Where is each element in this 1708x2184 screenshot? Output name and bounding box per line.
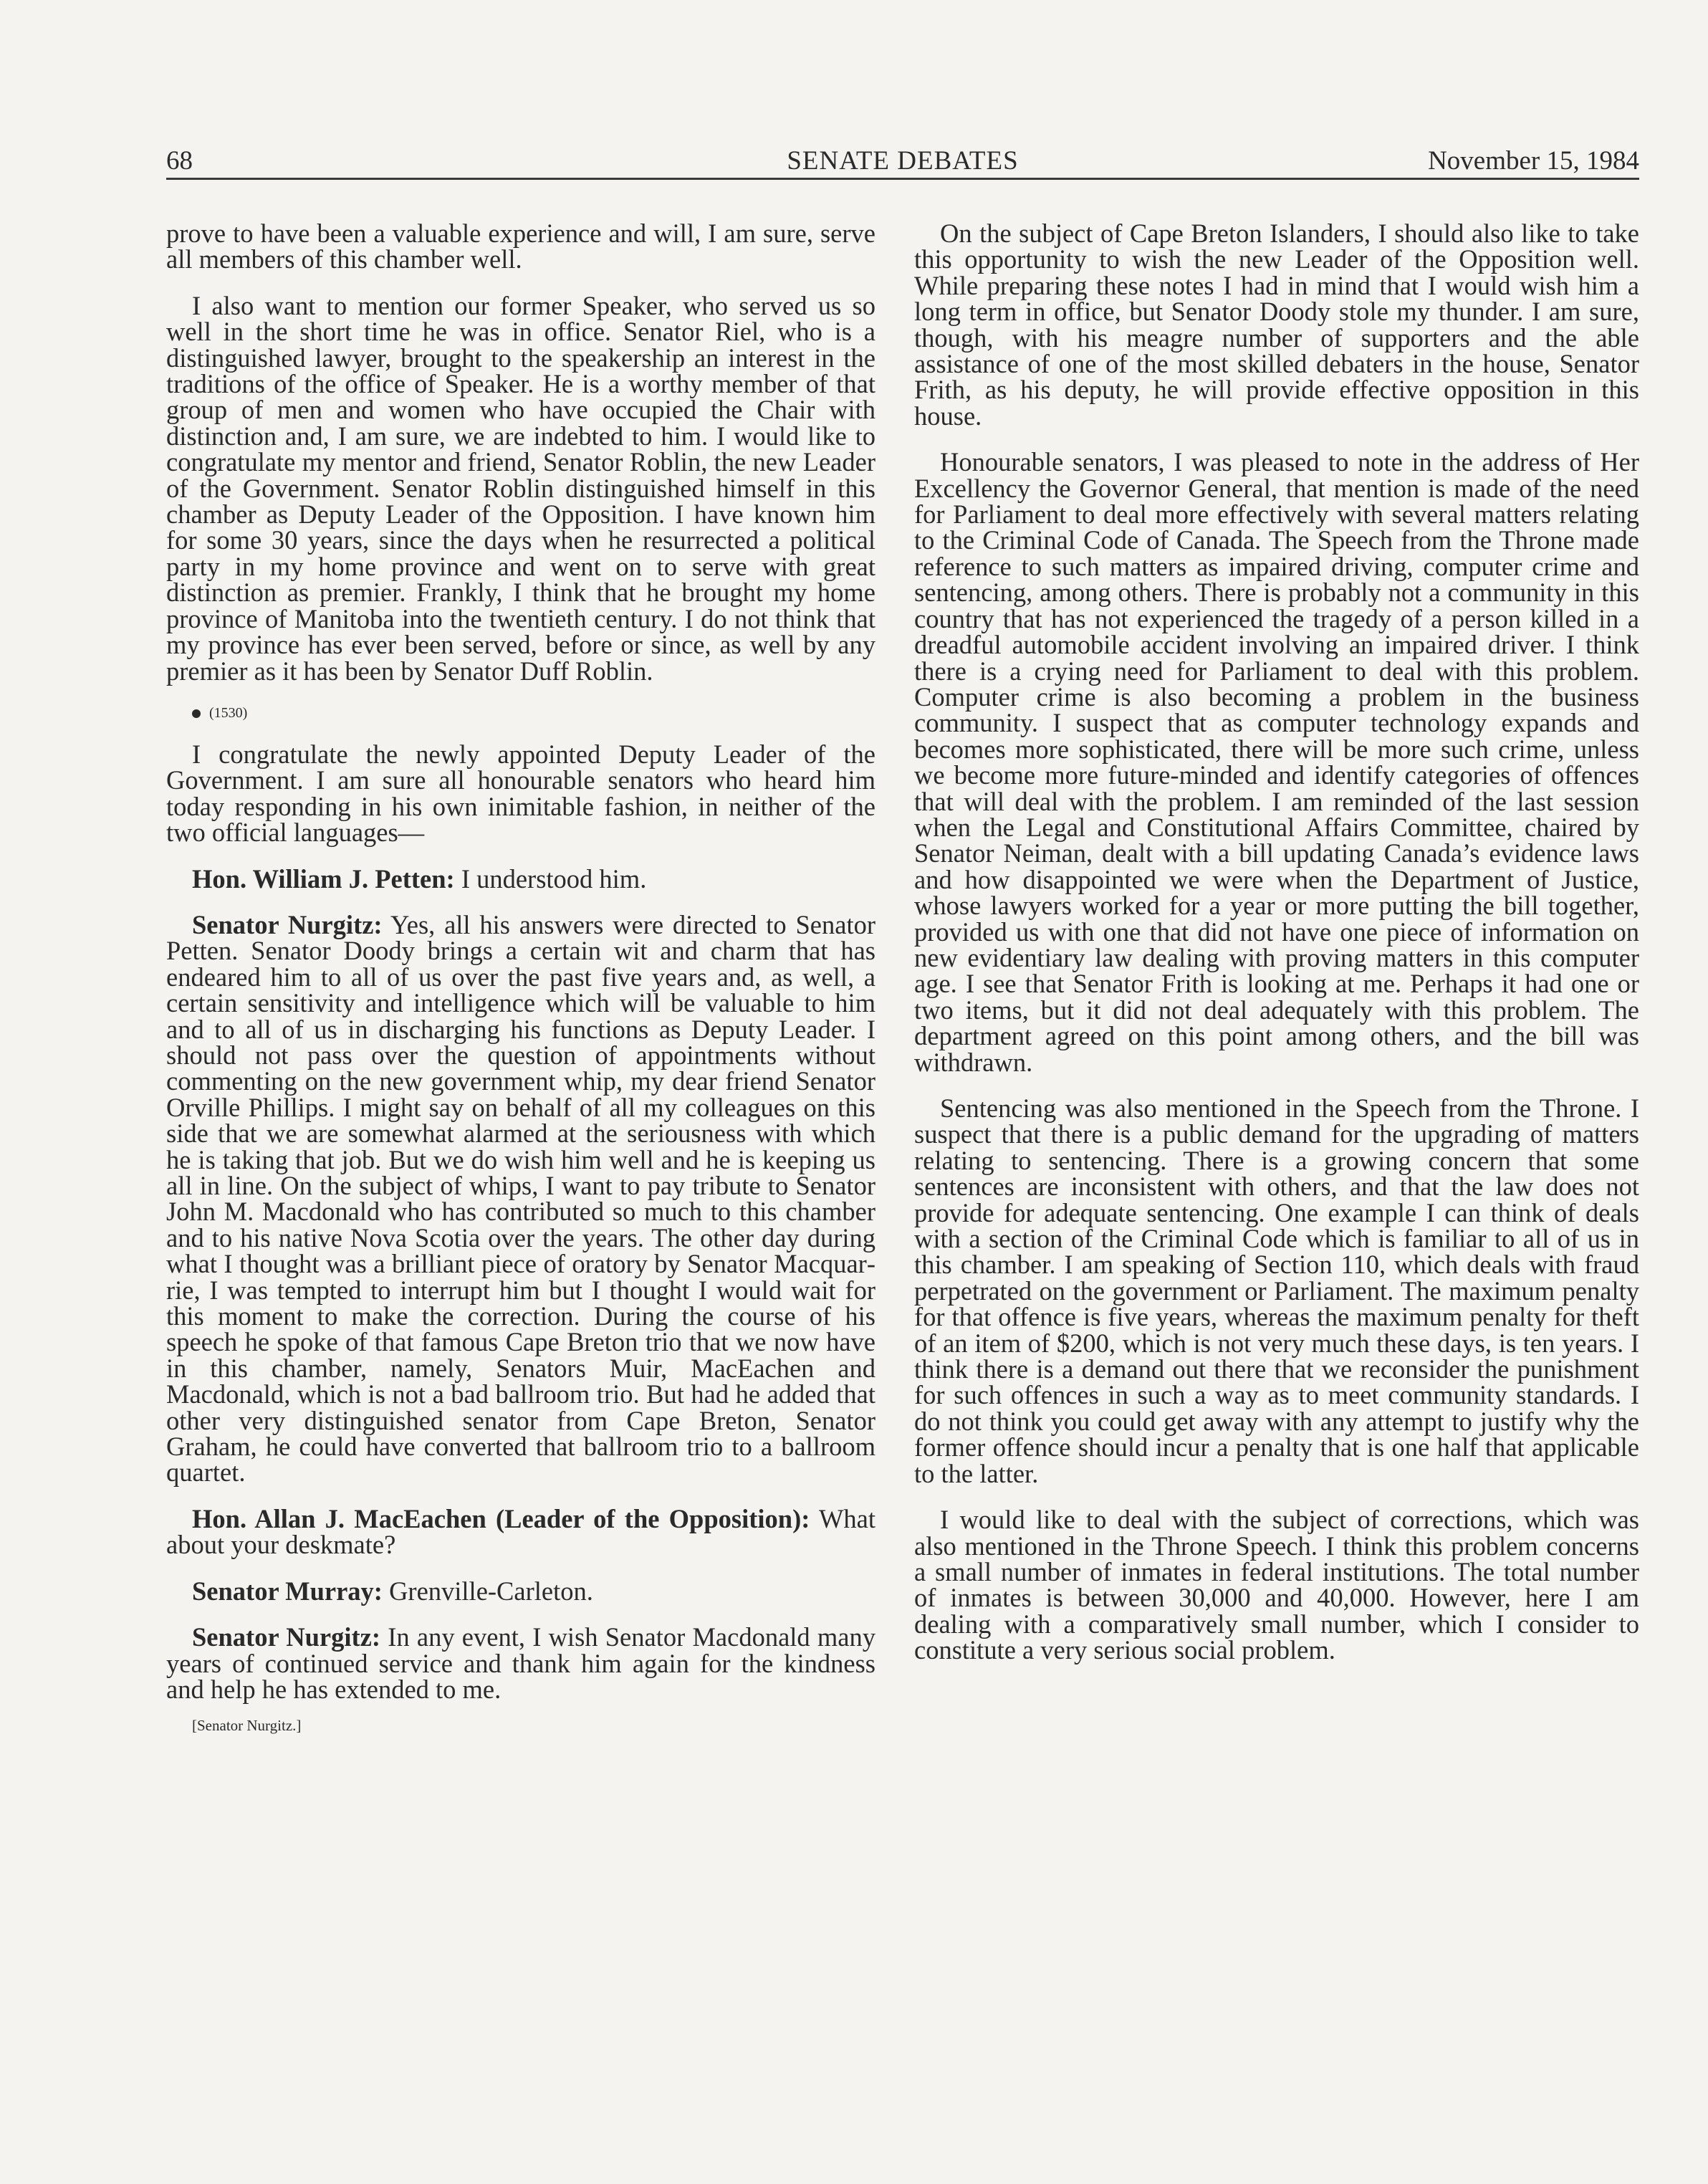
- paragraph: I also want to mention our former Speaker, who served us so well in the short time he was in office. Senator Riel, who is a distinguished lawyer, brought to the speakership an interest in the traditions of the office of Speaker. He is a worthy member of that group of men and women who have occupied the Chair with distinction and, I am sure, we are indebted to him. I would like to congratulate my mentor and friend, Senator Roblin, the new Leader of the Government. Senator Roblin distinguished himself in this chamber as Deputy Leader of the Opposition. I have known him for some 30 years, since the days when he resurrected a political party in my home province and went on to serve with great distinction as premier. Frankly, I think that he brought my home province of Manitoba into the twentieth century. I do not think that my province has ever been served, before or since, as well by any premier as it has been by Senator Duff Roblin.: [166, 290, 875, 686]
- speaker-name: Senator Murray:: [192, 1576, 383, 1606]
- speech-paragraph: [166, 1503, 876, 1560]
- paragraph: Honourable senators, I was pleased to note in the address of Her Excellency the Governor General, that mention is made of the need for Parliament to deal more effectively with several matters relating to the Criminal Code of Canada. The Speech from the Throne made reference to such matters as impaired driving, computer crime and sentencing, among others. There is probably not a community in this country that has not experienced the tragedy of a person killed in a dreadful automobile accident involving an impaired driver. I think there is a crying need for Parliament to deal with this problem. Computer crime is also becoming a problem in the business community. I suspect that as computer technology expands and becomes more sophisticated, there will be more such crime, unless we become more future-minded and identify categories of offences that will deal with the problem. I am reminded of the last session when the Legal and Constitutional Affairs Committee, chaired by Senator Neiman, dealt with a bill updating Canada’s evidence laws and how disappointed we were when the Department of Justice, whose lawyers worked for a year or more putting the bill together, provided us with one that did not have one piece of information on new evidentiary law dealing with proving matters in this computer age. I see that Senator Frith is looking at me. Perhaps it had one or two items, but it did not deal adequately with this problem. The department agreed on this point among others, and the bill was withdrawn.: [914, 447, 1639, 1077]
- left-column: [166, 221, 875, 1759]
- paragraph: prove to have been a valuable experience and will, I am sure, serve all members of this chamber well.: [166, 219, 875, 274]
- speech-text: In any event, I wish Senator Macdonald many years of continued service and thank him again for the kindness and help he has extended to me.: [166, 1622, 875, 1704]
- page-header: [166, 140, 1639, 180]
- publication-title: SENATE DEBATES: [787, 146, 1019, 176]
- speech-paragraph: [166, 1624, 875, 1702]
- speech-text: I understood him.: [454, 863, 647, 894]
- bullet-icon: [192, 709, 201, 718]
- speech-text: Grenville-Carleton.: [382, 1576, 593, 1606]
- speaker-name: Hon. Allan J. MacEachen (Leader of the Opposition):: [192, 1503, 810, 1533]
- publication-date: November 15, 1984: [1428, 146, 1639, 176]
- speech-paragraph: [166, 909, 875, 1488]
- speech-text: What about your deskmate?: [166, 1503, 876, 1560]
- paragraph: On the subject of Cape Breton Islanders, I should also like to take this opportunity to wish the new Leader of the Opposition well. While preparing these notes I had in mind that I would wish him a long term in office, but Senator Doody stole my thunder. I am sure, though, with his meagre number of supporters and the able assistance of one of the most skilled debaters in the house, Senator Frith, as his deputy, he will provide effective opposition in this house.: [914, 219, 1639, 431]
- page-number: 68: [166, 146, 193, 176]
- time-marker: [166, 704, 875, 722]
- speech-paragraph: [166, 863, 875, 894]
- paragraph: Sentencing was also mentioned in the Speech from the Throne. I suspect that there is a public demand for the upgrading of matters relating to sentencing. There is a growing concern that some sentences are inconsistent with others, and that the law does not provide for adequate sentencing. One example I can think of deals with a section of the Criminal Code which is familiar to all of us in this chamber. I am speaking of Section 110, which deals with fraud perpetrated on the government or Parliament. The maximum penalty for that offence is five years, whereas the maximum penalty for theft of an item of $200, which is not very much these days, is ten years. I think there is a demand out there that we reconsider the punishment for such offences in such a way as to meet community standards. I do not think you could get away with any attempt to justify why the former offence should incur a penalty that is one half that applicable to the latter.: [914, 1093, 1639, 1488]
- right-column: [914, 221, 1639, 1684]
- paragraph: I would like to deal with the subject of corrections, which was also mentioned in the Throne Speech. I think this problem concerns a small number of inmates in federal institutions. The total number of inmates is between 30,000 and 40,000. However, here I am dealing with a comparatively small number, which I consider to constitute a very serious social problem.: [914, 1505, 1639, 1665]
- speaker-name: Hon. William J. Petten:: [192, 863, 455, 894]
- speaker-attribution: [Senator Nurgitz.]: [192, 1717, 302, 1735]
- speech-text: Yes, all his answers were directed to Senator Petten. Senator Doody brings a certain wit and charm that has endeared him to all of us over the past five years and, as well, a certain sensitivity and intelligence which will be valuable to him and to all of us in discharging his functions as Deputy Leader. I should not pass over the question of appointments without commenting on the new government whip, my dear friend Senator Orville Phillips. I might say on behalf of all my colleagues on this side that we are somewhat alarmed at the seriousness with which he is taking that job. But we do wish him well and he is keeping us all in line. On the subject of whips, I want to pay tribute to Senator John M. Macdonald who has contributed so much to this chamber and to his native Nova Scotia over the years. The other day during what I thought was a brilliant piece of oratory by Senator Macquarrie, I was tempted to interrupt him but I thought I would wait for this moment to make the correction. During the course of his speech he spoke of that famous Cape Breton trio that we now have in this chamber, namely, Senators Muir, MacEachen and Macdonald, which is not a bad ballroom trio. But had he added that other very distinguished senator from Cape Breton, Senator Graham, he could have converted that ballroom trio to a ballroom quartet.: [166, 909, 875, 1488]
- paragraph: I congratulate the newly appointed Deputy Leader of the Government. I am sure all honourable senators who heard him today responding in his own inimitable fashion, in neither of the two official languages—: [166, 739, 875, 848]
- speaker-name: Senator Nurgitz:: [192, 1622, 380, 1652]
- time-marker-text: (1530): [209, 704, 248, 721]
- speaker-name: Senator Nurgitz:: [192, 909, 383, 939]
- speech-paragraph: [166, 1576, 875, 1606]
